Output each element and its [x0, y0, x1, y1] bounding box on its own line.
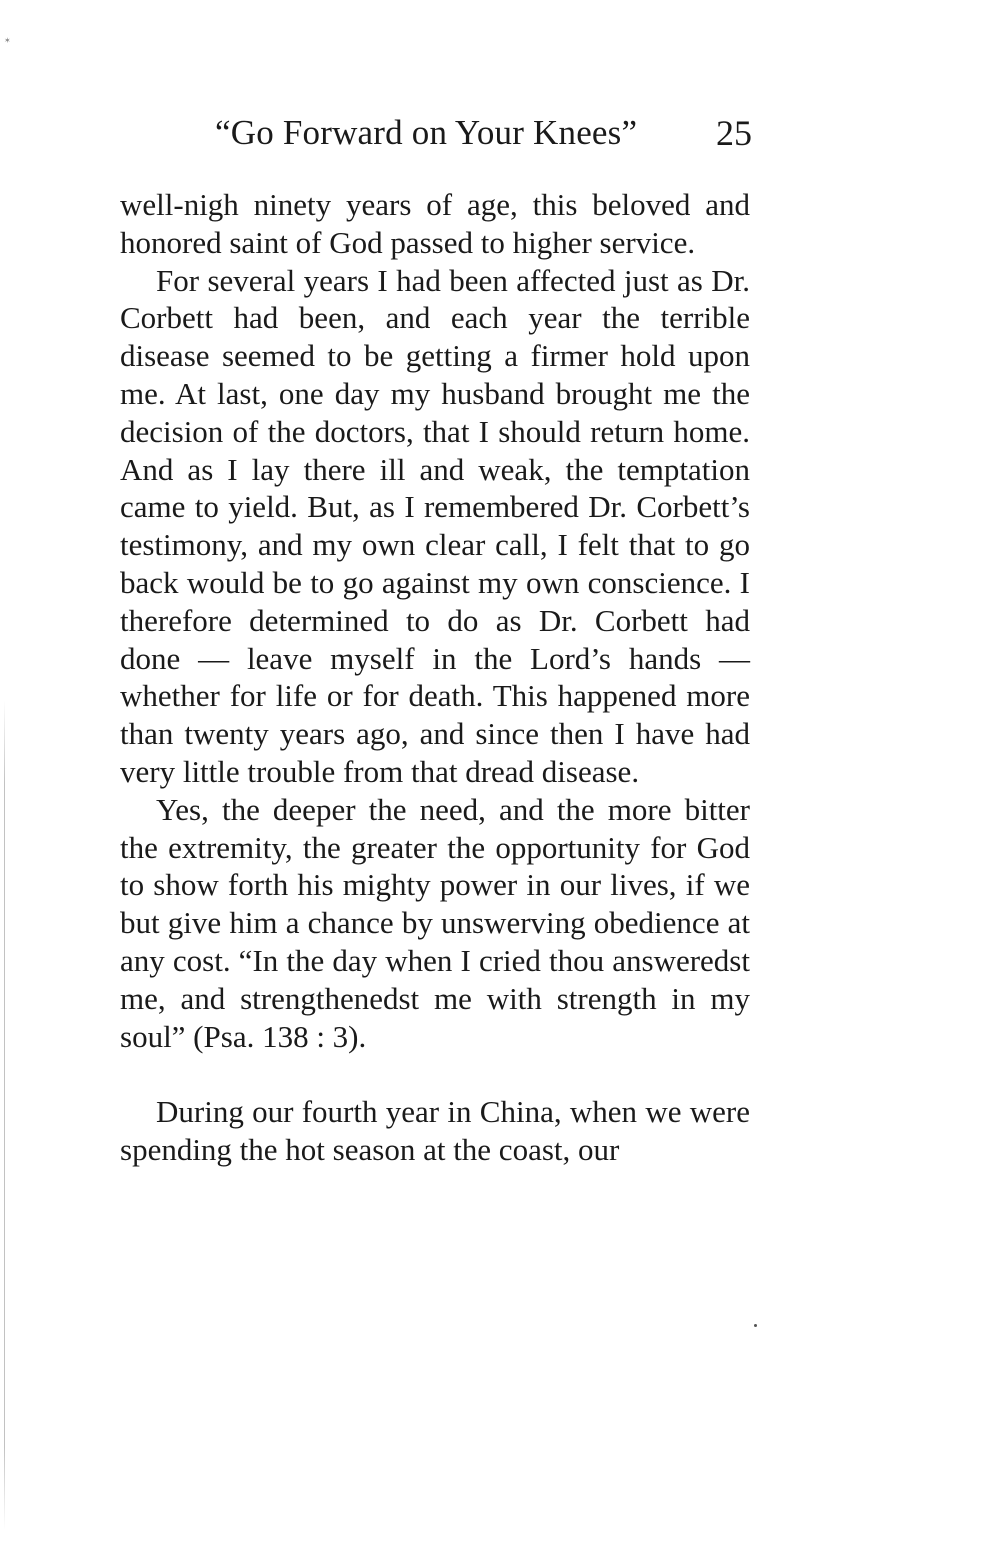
running-title: “Go Forward on Your Knees”: [215, 113, 638, 152]
body-text: [120, 186, 750, 1169]
paragraph-deeper-need: Yes, the deeper the need, and the more bitter the extremity, the greater the opportunity for God to show forth his mighty power in our lives, if we but give him a chance by unswerving obedience at any cost. “In the day when I cried thou answeredst me, and strengthenedst me with strength in my soul” (Psa. 138 : 3).: [120, 791, 750, 1054]
page-gutter-edge: [4, 700, 5, 1530]
margin-speck: ✶: [4, 36, 11, 45]
running-head: [215, 110, 755, 156]
paragraph-corbett-testimony: For several years I had been affected just as Dr. Corbett had been, and each year the terrible disease seemed to be getting a firmer hold upon me. At last, one day my husband brought me the decision of the doctors, that I should return home. And as I lay there ill and weak, the temptation came to yield. But, as I remembered Dr. Corbett’s testimony, and my own clear call, I felt that to go back would be to go against my own conscience. I therefore determined to do as Dr. Corbett had done — leave myself in the Lord’s hands — whether for life or for death. This happened more than twenty years ago, and since then I have had very little trouble from that dread disease.: [120, 262, 750, 789]
ink-dot: [754, 1324, 757, 1327]
page-number: 25: [716, 113, 752, 153]
paragraph-continued: well-nigh ninety years of age, this beloved and honored saint of God passed to higher service.: [120, 187, 750, 260]
paragraph-fourth-year: During our fourth year in China, when we were spending the hot season at the coast, our: [120, 1094, 750, 1168]
